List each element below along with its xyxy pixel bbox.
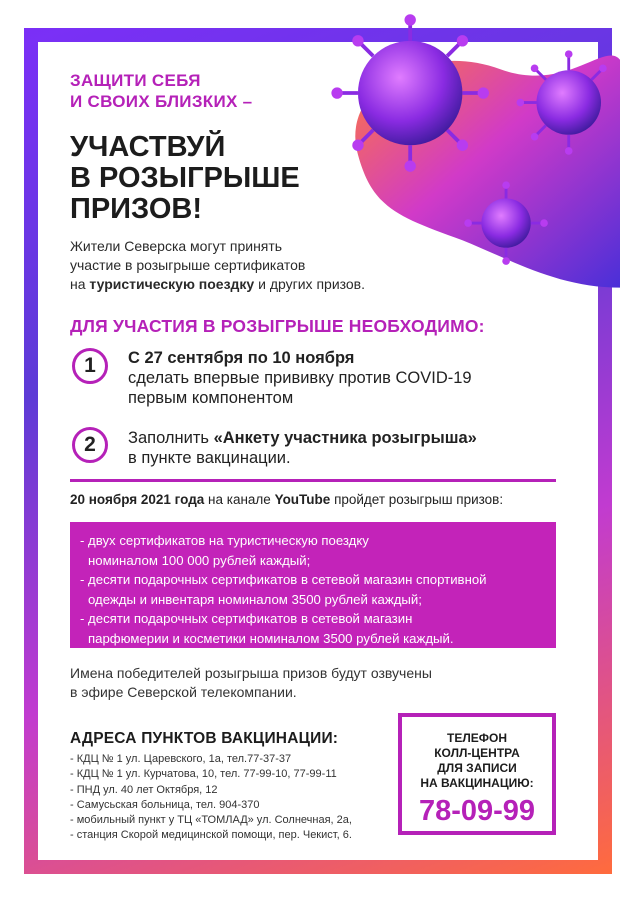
step-1-text (128, 348, 568, 408)
step-line: в пункте вакцинации. (128, 449, 291, 467)
intro-bold-text: туристическую поездку (89, 276, 255, 292)
list-item: - КДЦ № 1 ул. Курчатова, 10, тел. 77-99-10, 77-99-11 (70, 768, 337, 781)
phone-label-line: КОЛЛ-ЦЕНТРА (434, 746, 520, 760)
list-item (80, 570, 546, 609)
draw-text: на канале (204, 492, 275, 507)
call-center-label (402, 731, 552, 791)
intro-line (70, 275, 410, 294)
list-item: - ПНД ул. 40 лет Октября, 12 (70, 783, 218, 796)
winners-note (70, 664, 490, 702)
intro-line: Жители Северска могут принять (70, 238, 283, 254)
addresses-list (70, 752, 400, 844)
prize-line: - десяти подарочных сертификатов в сетевой магазин (80, 611, 413, 627)
list-item: - КДЦ № 1 ул. Царевского, 1а, тел.77-37-37 (70, 753, 292, 765)
winners-line: Имена победителей розыгрыша призов будут озвучены (70, 665, 432, 681)
step-line: первым компонентом (128, 389, 294, 407)
prize-line: номиналом 100 000 рублей каждый; (88, 552, 311, 568)
list-item: - Самусьская больница, тел. 904-370 (70, 798, 260, 811)
phone-label-line: НА ВАКЦИНАЦИЮ: (420, 776, 534, 790)
draw-channel: YouTube (274, 492, 331, 507)
step-number-badge: 1 (72, 348, 108, 384)
kicker-text (70, 70, 350, 112)
prize-line: парфюмерии и косметики номиналом 3500 рублей каждый. (88, 630, 454, 646)
prize-list (70, 522, 556, 648)
call-center-box (398, 713, 556, 835)
headline-line: УЧАСТВУЙ (70, 131, 226, 163)
intro-text: и других призов. (254, 276, 366, 292)
intro-text: на (70, 276, 90, 292)
draw-date: 20 ноября 2021 года (70, 492, 205, 507)
list-item: - мобильный пункт у ТЦ «ТОМЛАД» ул. Солнечная, 2а, (70, 814, 352, 827)
step-2-text (128, 428, 568, 468)
kicker-line: ЗАЩИТИ СЕБЯ (70, 71, 201, 90)
addresses-title: АДРЕСА ПУНКТОВ ВАКЦИНАЦИИ: (70, 730, 339, 747)
step-line (128, 428, 568, 448)
requirements-title: ДЛЯ УЧАСТИЯ В РОЗЫГРЫШЕ НЕОБХОДИМО: (70, 316, 485, 336)
step-line (128, 348, 568, 368)
winners-line: в эфире Северской телекомпании. (70, 684, 297, 700)
list-item (80, 609, 546, 648)
list-item (80, 531, 546, 570)
step-text-part: Заполнить (128, 429, 214, 447)
step-bold: «Анкету участника розыгрыша» (213, 429, 477, 447)
intro-line: участие в розыгрыше сертификатов (70, 257, 306, 273)
page-title (70, 132, 330, 225)
step-bold: С 27 сентября по 10 ноября (128, 349, 355, 367)
list-item: - станция Скорой медицинской помощи, пер. Чекист, 6. (70, 829, 352, 842)
divider (70, 479, 556, 482)
headline-line: В РОЗЫГРЫШЕ (70, 162, 300, 194)
phone-label-line: ДЛЯ ЗАПИСИ (437, 761, 517, 775)
kicker-line: И СВОИХ БЛИЗКИХ – (70, 92, 253, 111)
prize-line: - десяти подарочных сертификатов в сетевой магазин спортивной (80, 572, 487, 588)
prize-line: - двух сертификатов на туристическую поездку (80, 533, 369, 548)
prize-line: одежды и инвентаря номиналом 3500 рублей каждый; (88, 591, 422, 607)
phone-number[interactable]: 78-09-99 (418, 795, 536, 827)
draw-announcement (70, 492, 570, 507)
intro-paragraph (70, 237, 410, 294)
step-number-badge: 2 (72, 427, 108, 463)
draw-text: пройдет розыгрыш призов: (330, 492, 504, 507)
headline-line: ПРИЗОВ! (70, 193, 202, 225)
virus-large-icon (331, 14, 489, 172)
step-line: сделать впервые прививку против COVID-19 (128, 369, 472, 387)
phone-label-line: ТЕЛЕФОН (447, 731, 507, 745)
